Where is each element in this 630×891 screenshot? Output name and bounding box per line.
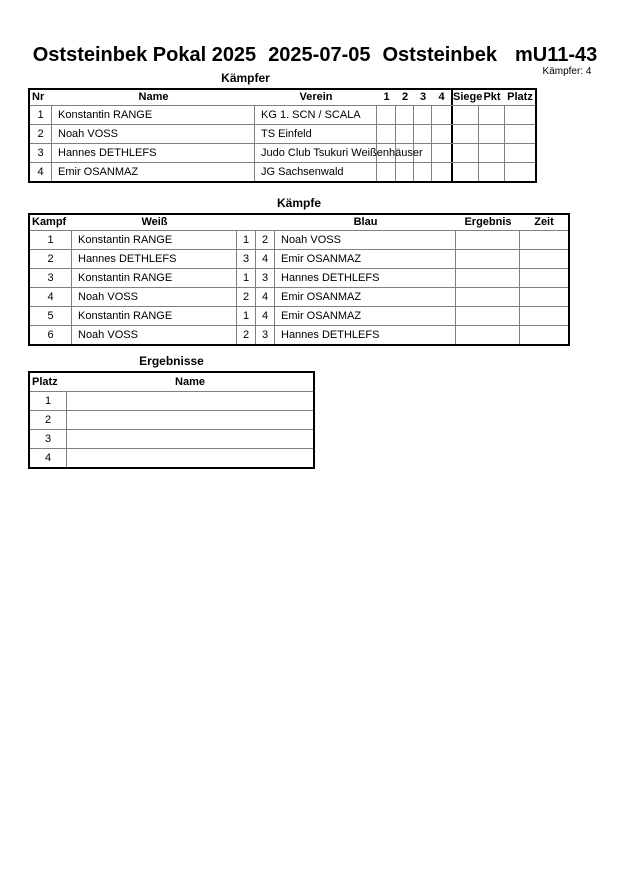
fight-number: 1 [30, 231, 72, 249]
white-fighter-nr: 2 [237, 326, 256, 344]
time-cell [520, 231, 568, 249]
event-date: 2025-07-05 [268, 44, 371, 66]
blue-fighter-nr: 3 [256, 326, 275, 344]
col-header-kampf: Kampf [32, 216, 67, 228]
platz-cell [505, 144, 535, 162]
fighter-row [30, 163, 535, 181]
fighter-verein: JG Sachsenwald [255, 163, 377, 181]
result-name [67, 411, 313, 429]
match-score-cell-2 [396, 163, 414, 181]
fighter-name: Hannes DETHLEFS [52, 144, 255, 162]
fighter-nr: 1 [30, 106, 52, 124]
results-table-title: Ergebnisse [139, 354, 204, 368]
fight-number: 2 [30, 250, 72, 268]
match-score-cell-4 [432, 144, 451, 162]
fighter-count-label: Kämpfer: 4 [542, 66, 592, 77]
col-header-white-nr [237, 215, 256, 230]
match-score-cell-2 [396, 125, 414, 143]
blue-fighter-name: Emir OSANMAZ [275, 307, 456, 325]
result-name [67, 392, 313, 410]
platz-cell [505, 125, 535, 143]
siege-cell [451, 144, 479, 162]
fighter-nr: 3 [30, 144, 52, 162]
col-header-verein: Verein [299, 91, 333, 103]
col-header-ergebnis: Ergebnis [464, 216, 512, 228]
time-cell [520, 288, 568, 306]
siege-cell [451, 125, 479, 143]
white-fighter-nr: 1 [237, 269, 256, 287]
page-title [0, 44, 630, 67]
col-header-weiss: Weiß [141, 216, 168, 228]
fighter-verein: TS Einfeld [255, 125, 377, 143]
white-fighter-name: Konstantin RANGE [72, 231, 237, 249]
fighter-name: Konstantin RANGE [52, 106, 255, 124]
white-fighter-name: Noah VOSS [72, 288, 237, 306]
fights-table-title: Kämpfe [276, 196, 321, 210]
white-fighter-nr: 3 [237, 250, 256, 268]
fight-row [30, 307, 568, 326]
match-score-cell-4 [432, 163, 451, 181]
col-header-nr: Nr [32, 91, 45, 103]
result-cell [456, 288, 520, 306]
col-header-blau: Blau [353, 216, 378, 228]
fight-number: 5 [30, 307, 72, 325]
platz-cell [505, 106, 535, 124]
fighter-row [30, 125, 535, 144]
blue-fighter-name: Noah VOSS [275, 231, 456, 249]
fights-header-row [30, 215, 568, 231]
fights-table [28, 213, 570, 346]
match-score-cell-1 [377, 163, 396, 181]
match-score-cell-1 [377, 125, 396, 143]
result-cell [456, 250, 520, 268]
event-name: Oststeinbek Pokal 2025 [32, 44, 257, 66]
time-cell [520, 269, 568, 287]
result-name [67, 430, 313, 448]
result-name [67, 449, 313, 467]
pkt-cell [479, 163, 505, 181]
match-score-cell-3 [414, 163, 432, 181]
white-fighter-nr: 1 [237, 307, 256, 325]
results-table [28, 371, 315, 469]
white-fighter-name: Konstantin RANGE [72, 269, 237, 287]
time-cell [520, 307, 568, 325]
fight-number: 3 [30, 269, 72, 287]
fight-row [30, 269, 568, 288]
pkt-cell [479, 144, 505, 162]
result-cell [456, 269, 520, 287]
time-cell [520, 250, 568, 268]
result-cell [456, 231, 520, 249]
match-score-cell-3 [414, 106, 432, 124]
fighter-verein: KG 1. SCN / SCALA [255, 106, 377, 124]
col-header-match3: 3 [419, 91, 427, 103]
col-header-name: Name [138, 91, 169, 103]
pkt-cell [479, 106, 505, 124]
fighters-table-title: Kämpfer [221, 71, 270, 85]
blue-fighter-nr: 3 [256, 269, 275, 287]
fighter-nr: 2 [30, 125, 52, 143]
event-location: Oststeinbek [382, 44, 497, 66]
col-header-match4: 4 [438, 91, 445, 103]
col-header-zeit: Zeit [534, 216, 554, 228]
result-row [30, 449, 313, 467]
fighters-body [30, 106, 535, 181]
result-cell [456, 307, 520, 325]
fight-number: 4 [30, 288, 72, 306]
col-header-result-name: Name [175, 376, 205, 388]
siege-cell [451, 106, 479, 124]
blue-fighter-nr: 4 [256, 288, 275, 306]
white-fighter-nr: 1 [237, 231, 256, 249]
fighter-name: Noah VOSS [52, 125, 255, 143]
siege-cell [451, 163, 479, 181]
fight-row [30, 326, 568, 344]
result-row [30, 430, 313, 449]
match-score-cell-3 [414, 125, 432, 143]
fight-row [30, 250, 568, 269]
blue-fighter-name: Emir OSANMAZ [275, 250, 456, 268]
fighter-row [30, 106, 535, 125]
blue-fighter-name: Hannes DETHLEFS [275, 269, 456, 287]
col-header-match1: 1 [383, 91, 390, 103]
col-header-platz: Platz [507, 91, 533, 103]
match-score-cell-2 [396, 106, 414, 124]
blue-fighter-nr: 4 [256, 250, 275, 268]
blue-fighter-nr: 4 [256, 307, 275, 325]
result-row [30, 392, 313, 411]
blue-fighter-name: Emir OSANMAZ [275, 288, 456, 306]
white-fighter-name: Noah VOSS [72, 326, 237, 344]
blue-fighter-nr: 2 [256, 231, 275, 249]
fighter-row [30, 144, 535, 163]
result-place: 3 [30, 430, 67, 448]
result-row [30, 411, 313, 430]
result-place: 4 [30, 449, 67, 467]
results-header-row [30, 373, 313, 392]
match-score-cell-1 [377, 106, 396, 124]
col-header-result-platz: Platz [32, 376, 58, 388]
match-score-cell-4 [432, 125, 451, 143]
results-body [30, 392, 313, 467]
result-cell [456, 326, 520, 344]
col-header-match2: 2 [401, 91, 409, 103]
col-header-siege: Siege [453, 91, 483, 103]
white-fighter-name: Hannes DETHLEFS [72, 250, 237, 268]
fighter-verein: Judo Club Tsukuri Weißenhäuser [255, 144, 377, 162]
pkt-cell [479, 125, 505, 143]
white-fighter-nr: 2 [237, 288, 256, 306]
col-header-pkt: Pkt [483, 91, 501, 103]
fight-row [30, 231, 568, 250]
fight-row [30, 288, 568, 307]
match-score-cell-4 [432, 106, 451, 124]
time-cell [520, 326, 568, 344]
result-place: 2 [30, 411, 67, 429]
weight-class: mU11-43 [514, 44, 598, 66]
fighter-name: Emir OSANMAZ [52, 163, 255, 181]
fighters-table [28, 88, 537, 183]
platz-cell [505, 163, 535, 181]
fights-body [30, 231, 568, 344]
col-header-blue-nr [256, 215, 275, 230]
fighters-header-row [30, 90, 535, 106]
fighter-nr: 4 [30, 163, 52, 181]
result-place: 1 [30, 392, 67, 410]
fight-number: 6 [30, 326, 72, 344]
blue-fighter-name: Hannes DETHLEFS [275, 326, 456, 344]
white-fighter-name: Konstantin RANGE [72, 307, 237, 325]
